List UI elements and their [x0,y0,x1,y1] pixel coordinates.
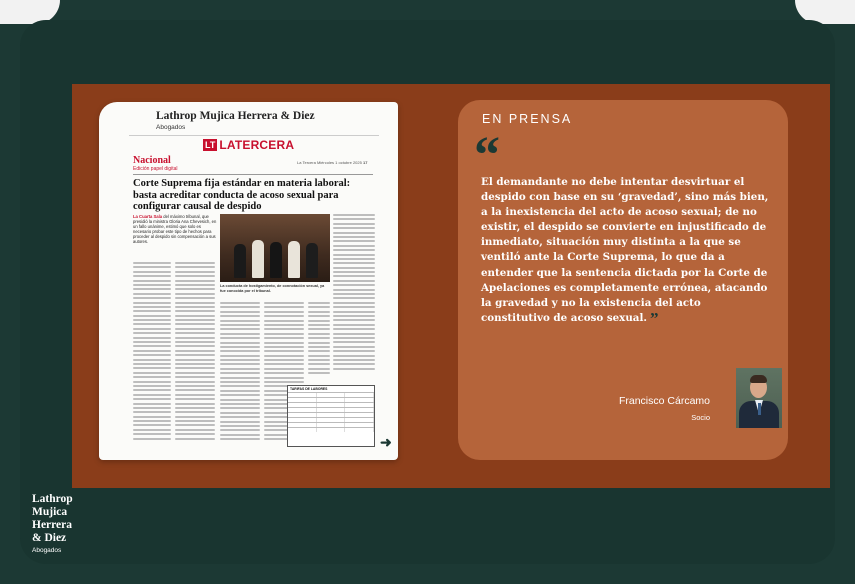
newspaper-clipping [99,102,398,460]
divider [133,174,373,175]
photo-figure [252,240,264,278]
text-column [308,302,330,382]
open-quote-icon: “ [474,127,500,184]
close-quote-icon: ” [649,308,659,328]
article-photo [220,214,330,282]
la-tercera-logo-box: LT [205,140,216,150]
lead-text: del máximo tribunal, que presidió la ministra Gloria Ana Chevesich, en un fallo unánime, estimó que solo es necesario probar este tipo de hechos para proceder al despido sin compensación a sus autores. [133,214,217,244]
fee-table [287,385,375,447]
avatar-tie [758,403,761,415]
quote-body: El demandante no debe intentar desvirtuar el despido con base en su ‘gravedad’, sino más bien, a la inexistencia del acto de acoso sexual; de no existir, el despido se convierte en injustificado de inmediato, situación muy distinta a la que se ventiló ante la Corte Suprema, lo que da a entender que la sentencia dictada por la Corte de Apelaciones es completamente errónea, atacando la gravedad y no la existencia del acto constitutivo de acoso sexual. [481,176,769,324]
firm-logo-line: Mujica [32,506,68,518]
press-quote-card [458,100,788,460]
photo-caption: La conducta de hostigamiento, de connotación sexual, ya fue conocida por el tribunal. [220,284,325,293]
divider [129,135,379,136]
date-line [297,160,367,165]
photo-figure [234,244,246,278]
text-column [333,214,375,382]
firm-logo-line: & Diez [32,532,67,544]
firm-logo-sub: Abogados [32,547,62,554]
article-headline: Corte Suprema fija estándar en materia laboral: basta acreditar conducta de acoso sexual para configurar causal de despido [133,178,351,212]
fee-table-title: TARIFAS DE LABORES [290,387,328,391]
section-name: Nacional [133,155,171,166]
text-column [220,302,260,452]
section-title: EN PRENSA [482,112,573,126]
quote-text [481,175,773,326]
text-column [133,262,171,452]
author-role: Socio [691,413,710,422]
article-lead [133,214,217,244]
author-name: Francisco Cárcamo [618,395,710,407]
lead-highlight: La Cuarta Sala [133,214,163,219]
clipping-firm-sub: Abogados [156,124,186,131]
date-line-text: La Tercera Miércoles 1 octubre 2025 [297,160,362,165]
photo-figure [288,241,300,278]
la-tercera-logo-text: LATERCERA [219,138,295,152]
arrow-right-icon[interactable]: ➜ [380,434,392,450]
photo-figure [306,243,318,278]
text-column [175,262,215,452]
firm-logo [32,493,73,545]
section-sub: Edición papel digital [133,166,178,172]
page-number: 17 [362,160,368,165]
firm-logo-line: Herrera [32,519,73,531]
photo-figure [270,242,282,278]
avatar [736,368,782,428]
clipping-firm-name: Lathrop Mujica Herrera & Diez [156,110,315,122]
la-tercera-logo [203,138,294,152]
firm-logo-line: Lathrop [32,493,73,505]
avatar-hair [750,375,767,383]
